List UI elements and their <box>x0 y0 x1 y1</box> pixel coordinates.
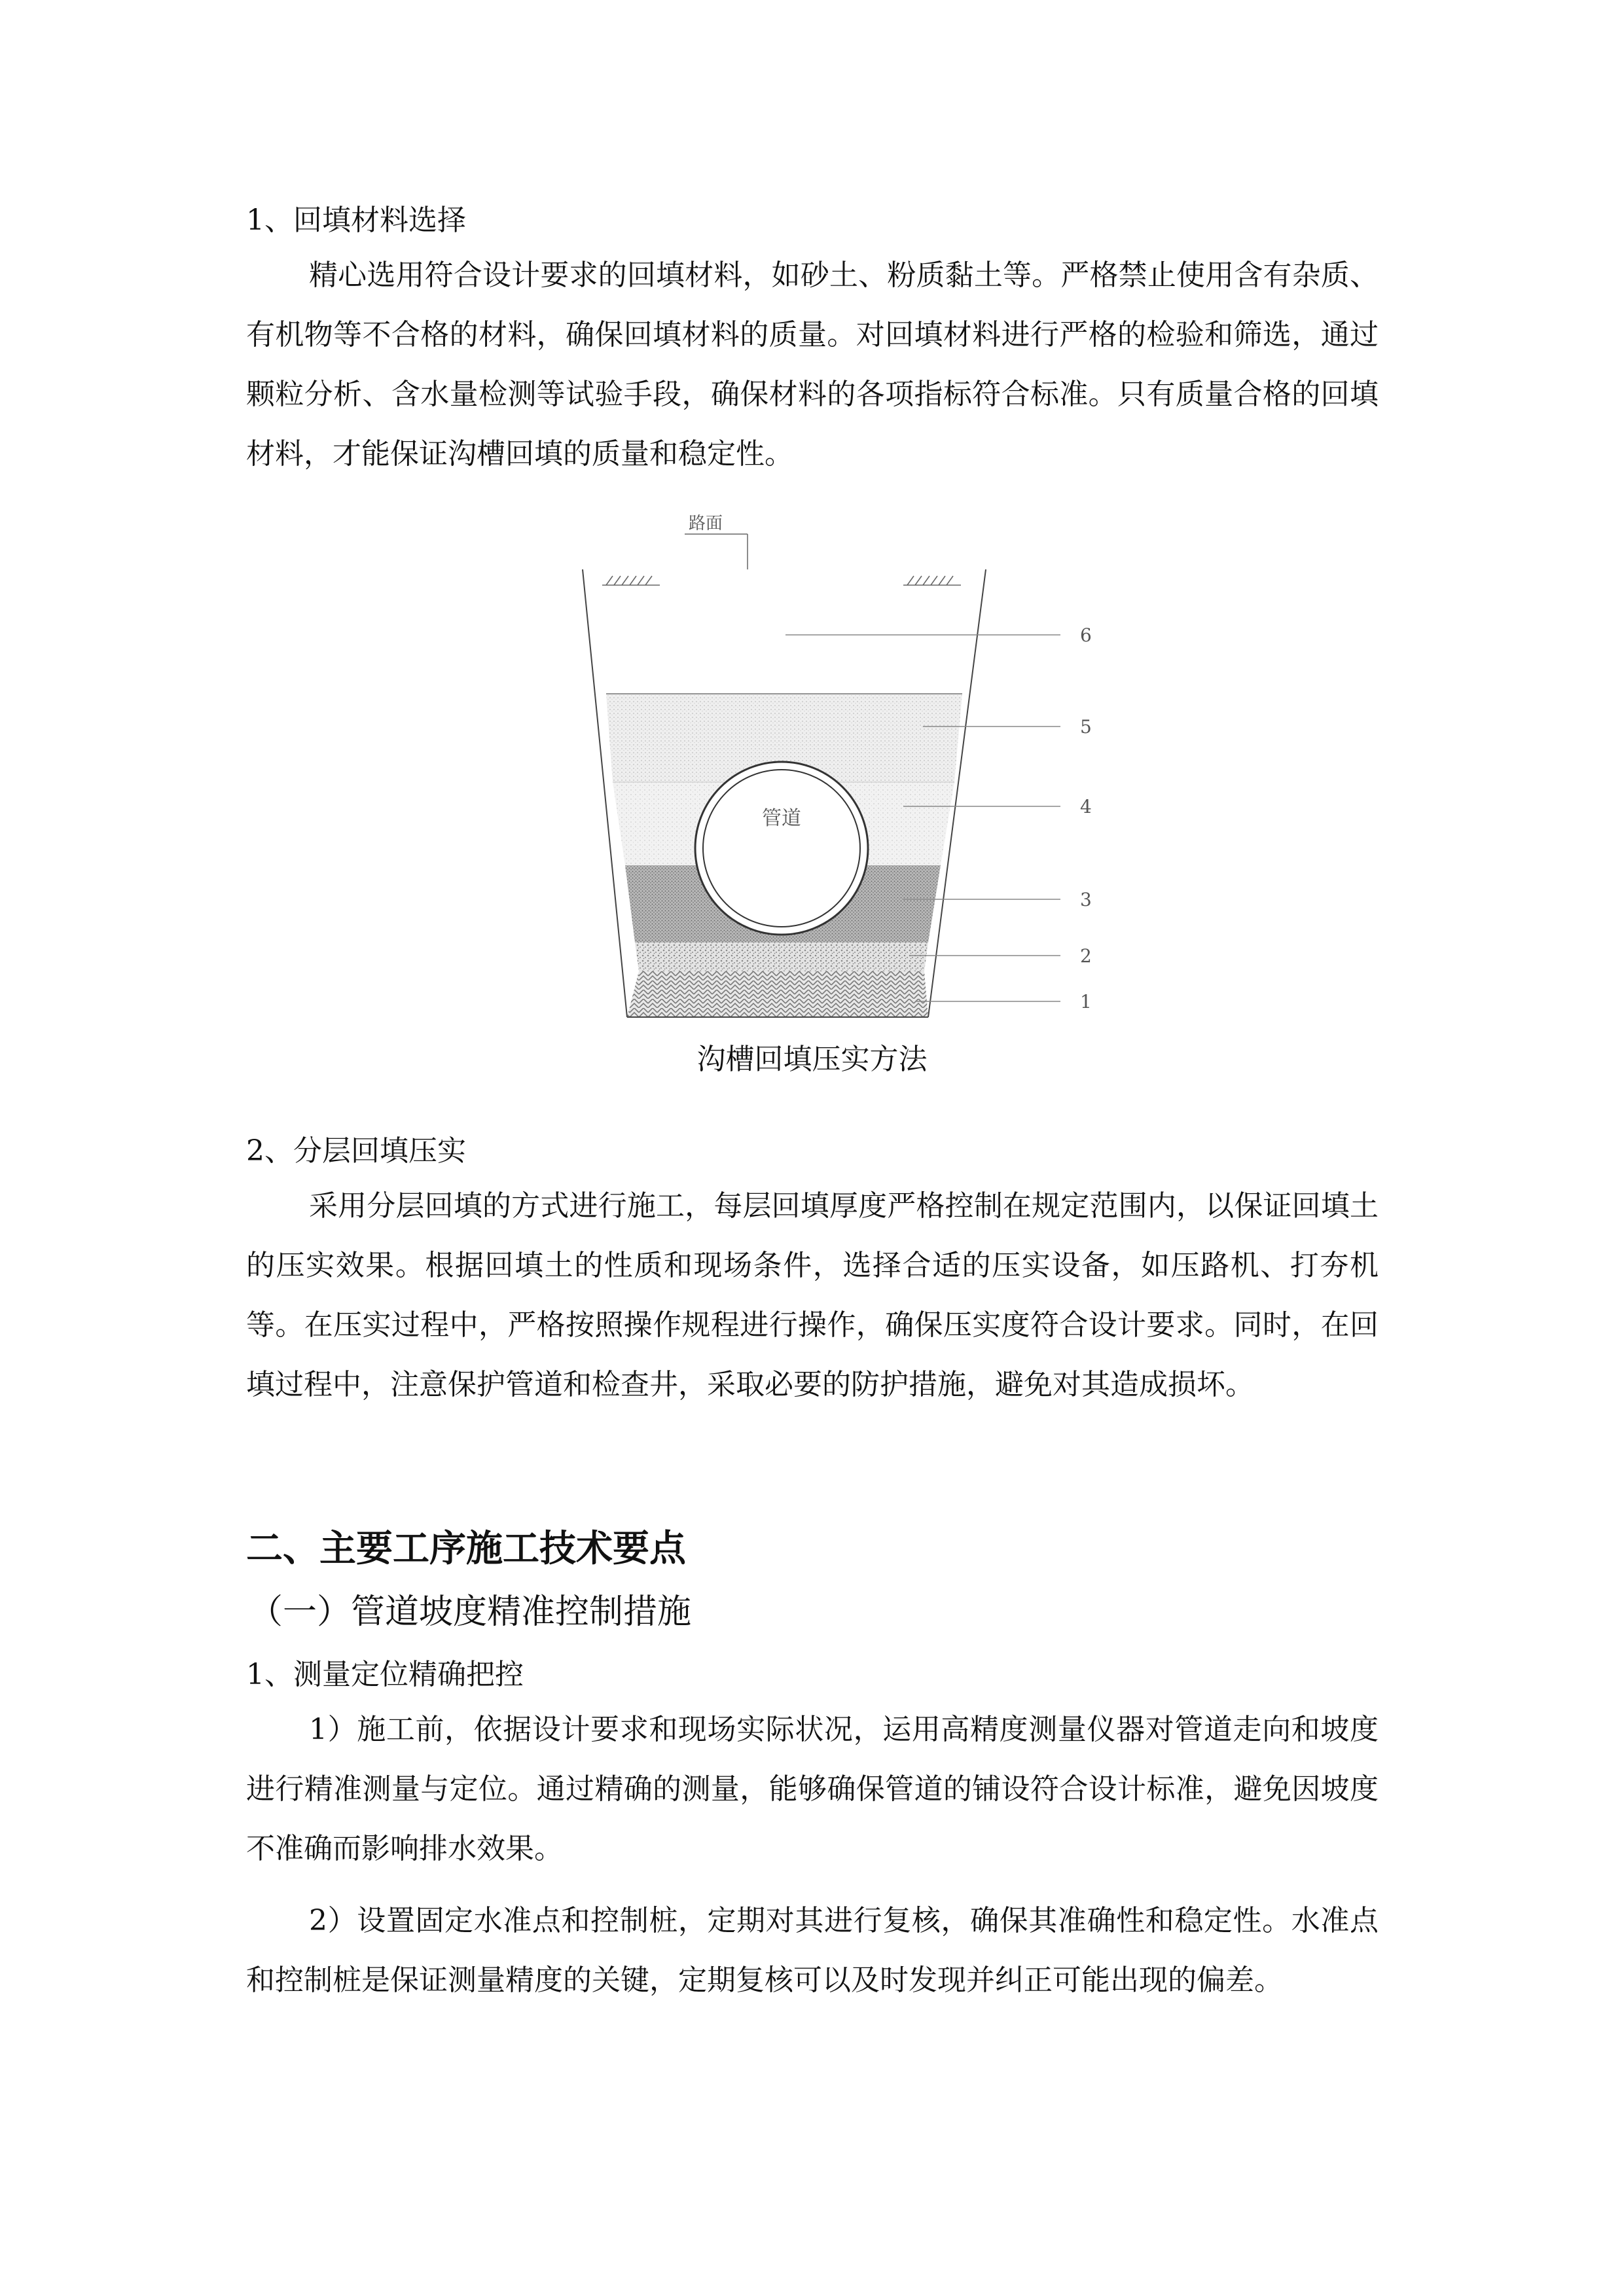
layer-number-4: 4 <box>1080 796 1092 817</box>
paragraph-layered-compaction: 采用分层回填的方式进行施工，每层回填厚度严格控制在规定范围内，以保证回填土的压实效果。根据回填土的性质和现场条件，选择合适的压实设备，如压路机、打夯机等。在压实过程中，严格按照操作规程进行操作，确保压实度符合设计要求。同时，在回填过程中，注意保护管道和检查井，采取必要的防护措施，避免对其造成损坏。 <box>246 1189 1379 1401</box>
layer-1-base <box>627 971 928 1017</box>
ground-hatch-left <box>602 576 660 585</box>
layer-number-2: 2 <box>1080 945 1092 967</box>
layer-2-bedding <box>635 942 928 971</box>
chapter-title: 二、主要工序施工技术要点 <box>246 1528 686 1570</box>
layer-number-1: 1 <box>1080 991 1092 1013</box>
chapter-subtitle: （一）管道坡度精准控制措施 <box>249 1592 692 1632</box>
paragraph-measurement-2: 2）设置固定水准点和控制桩，定期对其进行复核，确保其准确性和稳定性。水准点和控制桩是保证测量精度的关键，定期复核可以及时发现并纠正可能出现的偏差。 <box>246 1904 1379 1997</box>
paragraph-backfill-material: 精心选用符合设计要求的回填材料，如砂土、粉质黏土等。严格禁止使用含有杂质、有机物等不合格的材料，确保回填材料的质量。对回填材料进行严格的检验和筛选，通过颗粒分析、含水量检测等试验手段，确保材料的各项指标符合标准。只有质量合格的回填材料，才能保证沟槽回填的质量和稳定性。 <box>246 259 1379 471</box>
pipe <box>695 762 868 935</box>
figure-caption: 沟槽回填压实方法 <box>696 1043 928 1076</box>
layer-number-5: 5 <box>1080 716 1092 738</box>
road-surface-label <box>685 514 748 569</box>
ground-hatch-right <box>903 576 961 585</box>
svg-text:路面: 路面 <box>689 514 723 533</box>
layer-number-3: 3 <box>1080 889 1092 910</box>
item-heading-measurement: 1、测量定位精确把控 <box>246 1658 524 1691</box>
paragraph-measurement-1: 1）施工前，依据设计要求和现场实际状况，运用高精度测量仪器对管道走向和坡度进行精准测量与定位。通过精确的测量，能够确保管道的铺设符合设计标准，避免因坡度不准确而影响排水效果。 <box>246 1713 1379 1865</box>
section-heading-backfill-material: 1、回填材料选择 <box>246 204 466 237</box>
section-heading-layered-compaction: 2、分层回填压实 <box>246 1134 466 1168</box>
layer-number-6: 6 <box>1080 624 1092 646</box>
trench-backfill-diagram <box>511 504 1113 1034</box>
pipe-label: 管道 <box>762 807 801 830</box>
